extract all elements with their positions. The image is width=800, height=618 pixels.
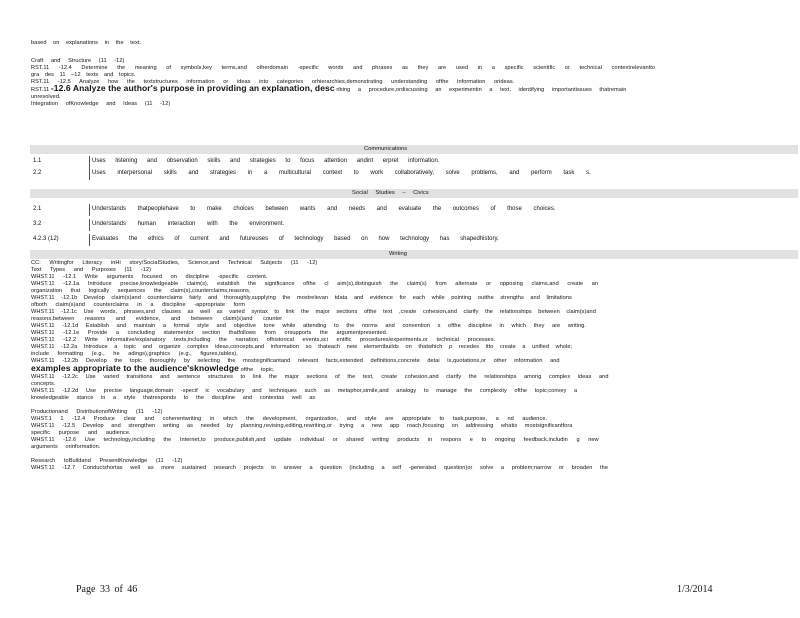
writing-line: knowledgeable stance in a style thatresponds to the discipline and contextas well as: [31, 395, 316, 401]
row-divider: [89, 234, 90, 246]
rst-6-line: [31, 85, 626, 94]
footer-date: 1/3/2014: [677, 584, 713, 595]
rst-4-cont: gra des 11 –12 texts and topics.: [31, 72, 136, 78]
writing-line: WHST.11 -12.2b Develop the topic thoroughly by selecting the mostsignificantand relevant facts,extended definitions,concrete detai ls,quotations,or other information and: [31, 358, 560, 364]
production-heading: Productionand DistributionofWriting (11 -12): [31, 409, 163, 415]
research-heading: Research toBuildand PresentKnowledge (11 -12): [31, 458, 183, 464]
row-description: Understands thatpeoplehave to make choices between wants and needs and evaluate the outcomes of those choices.: [92, 206, 556, 212]
writing-emphasis: examples appropriate to the audience'sknowledge: [31, 363, 239, 373]
page-number: Page 33 of 46: [76, 584, 138, 595]
row-number: 2.1: [33, 206, 42, 212]
writing-line: Text Types and Purposes (11 -12): [31, 267, 152, 273]
writing-line: arguments orinformation.: [31, 444, 101, 450]
writing-line: WHST.11 -12.1 Write arguments focused on discipline -specific content.: [31, 274, 268, 280]
writing-line: concepts.: [31, 381, 56, 387]
writing-line: specific purpose and audience.: [31, 430, 131, 436]
writing-line: WHST.1 1 -12.4 Produce clear and coherentwriting in which the development, organization, and style are appropriate to task,purpose, a nd audience.: [31, 416, 548, 422]
rst-5: RST.11 -12.5 Analyze how the textstructures information or ideas into categories orhierarchies,demonstrating understanding ofthe information orideas.: [31, 79, 515, 85]
civics-row: [30, 219, 798, 231]
writing-line: WHST.11 -12.6 Use technology,including the Internet,to produce,publish,and update individual or shared writing products in respons e to ongoing feedback,includin g new: [31, 437, 599, 443]
communications-band: [30, 145, 798, 154]
communications-band-label: Communications: [364, 146, 408, 152]
row-number: 3.2: [33, 221, 42, 227]
row-description: Evaluates the ethics of current and futureuses of technology based on how technology has shapedhistory.: [92, 236, 499, 242]
writing-line: include formatting (e.g., he adings),graphics (e.g., figures,tables),: [31, 351, 238, 357]
civics-row: [30, 234, 798, 246]
row-number: 1.1: [33, 158, 42, 164]
writing-band-label: Writing: [389, 251, 407, 257]
writing-line: WHST.11 -12.2d Use precise language,domain -specif ic vocabulary and techniques such as metaphor,simile,and analogy to manage the complexity ofthe topic;convey a: [31, 388, 578, 394]
integration-heading: Integration ofKnowledge and Ideas (11 -12): [31, 101, 171, 107]
writing-line: WHST.11 -12.2c Use varied transitions and sentence structures to link the major sections of the text, create cohesion,and clarify the relationships among complex ideas and: [31, 374, 609, 380]
row-divider: [89, 219, 90, 231]
writing-line: WHST.11 -12.7 Conductshortas well as more sustained research projects to answer a question (including a self -generated question)or solve a problem;narrow or broaden the: [31, 465, 608, 471]
top-fragment: based on explanations in the text.: [31, 40, 142, 46]
writing-line: WHST.11 -12.2a Introduce a topic and organize complex ideas,concepts,and information so thateach new elementbuilds on thatwhich p recedes itto create a unified whole;: [31, 344, 573, 350]
writing-line: ofboth claim(s)and counterclaims in a discipline -appropriate form: [31, 302, 245, 308]
civics-band-label: Social Studies – Civics: [352, 190, 429, 196]
writing-line: WHST.11 -12.1e Provide a concluding statementor section thatfollows from orsupports the argumentpresented.: [31, 330, 388, 336]
row-divider: [89, 204, 90, 216]
writing-line: organization that logically sequences the claim(s),counterclaims,reasons,: [31, 288, 251, 294]
row-divider: [89, 168, 90, 180]
writing-emphasis-rest: ofthe topic.: [240, 367, 275, 373]
communications-row: [30, 156, 798, 168]
row-description: Understands human interaction with the environment.: [92, 221, 285, 227]
row-description: Uses listening and observation skills and strategies to focus attention andint erpret information.: [92, 158, 440, 164]
writing-line: WHST.11 -12.1c Use words, phrases,and clauses as well as varied syntax to link the major sections ofthe text ,create cohesion,and clarify the relationships between claim(s)and: [31, 309, 596, 315]
row-number: 2.2: [33, 170, 42, 176]
row-divider: [89, 156, 90, 168]
rst-6-prefix: RST.11: [31, 87, 50, 93]
writing-line: WHST.11 -12.1a Introduce precise,knowledgeable claim(s), establish the significance ofthe cl aim(s),distinguish the claim(s) from alternate or opposing claims,and create an: [31, 281, 599, 287]
communications-row: [30, 168, 798, 180]
rst-6-emphasis: -12.6 Analyze the author's purpose in providing an explanation, desc: [50, 83, 335, 93]
writing-line: WHST.11 -12.5 Develop and strengthen writing as needed by planning,revising,editing,rewriting,or trying a new app roach,focusing on addressing whatis mostsignificantfora: [31, 423, 573, 429]
writing-line: reasons,between reasons and evidence, and between claim(s)and counter: [31, 316, 283, 322]
writing-line: WHST.11 -12.2 Write informative/explanatory texts,including the narration ofhistorical events,sci entific procedures/experiments,or technical processes.: [31, 337, 496, 343]
civics-row: [30, 204, 798, 216]
rst-6-cont: unresolved.: [31, 94, 61, 100]
writing-line: CC: Writingfor Literacy inHi story/SocialStudies, Science,and Technical Subjects (11 -12): [31, 260, 318, 266]
row-number: 4.2.3 (12): [33, 236, 59, 242]
row-description: Uses interpersonal skills and strategies in a multicultural context to work collaboratively, solve problems, and perform task s.: [92, 170, 591, 176]
craft-heading: Craft and Structure (11 -12): [31, 58, 125, 64]
civics-band: [30, 189, 798, 198]
writing-line: WHST.11 -12.1b Develop claim(s)and counterclaims fairly and thoroughly,supplying the mostrelevan tdata and evidence for each while pointing outthe strengths and limitations: [31, 295, 572, 301]
writing-emphasis-line: [31, 365, 275, 374]
writing-line: WHST.11 -12.1d Establish and maintain a formal style and objective tone while attending to the norms and convention s ofthe discipline in which they are writing.: [31, 323, 587, 329]
rst-4: RST.11 -12.4 Determine the meaning of symbols,key terms,and otherdomain -specific words and phrases as they are used in a specific scientific or technical contextrelevantto: [31, 65, 656, 71]
rst-6-rest: ribing a procedure,ordiscussing an experimentin a text, identifying importantissues thatremain: [336, 87, 627, 93]
writing-band: [30, 250, 798, 259]
